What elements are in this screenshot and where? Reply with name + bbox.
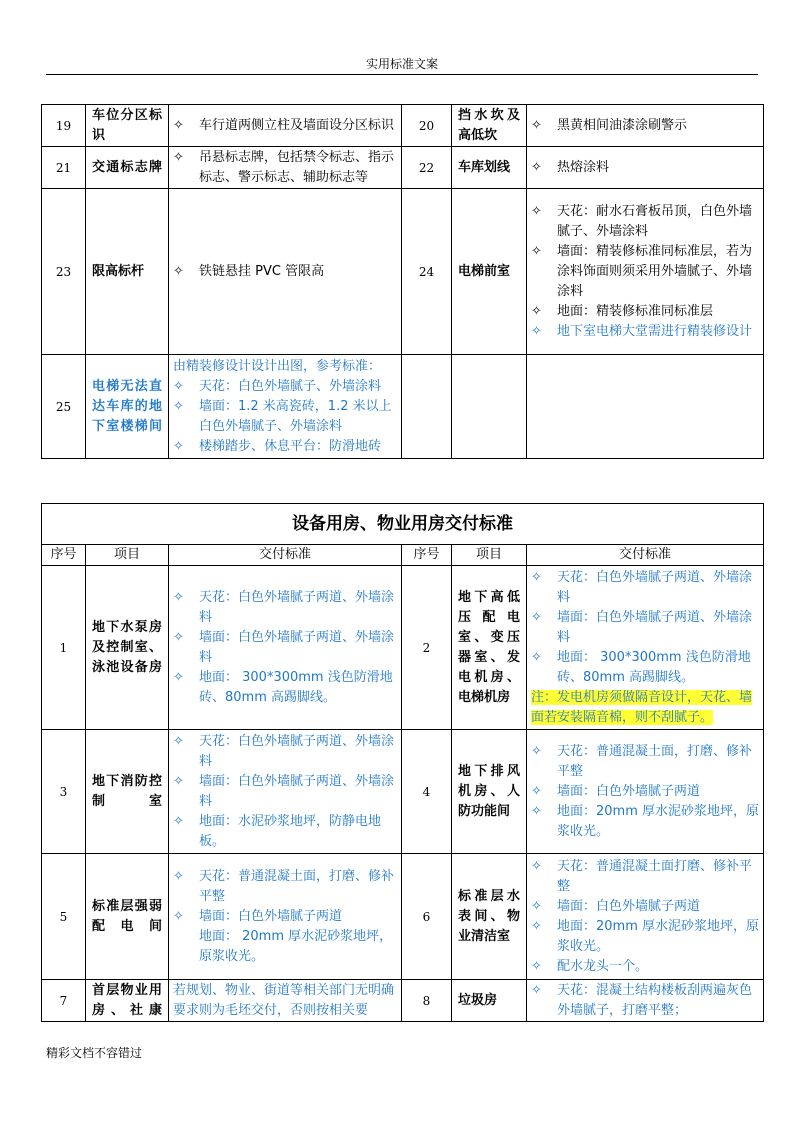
item-name: 交通标志牌 [86,147,169,189]
header-standard: 交付标准 [527,545,764,566]
item-name: 挡水坎及高低坎 [452,105,527,147]
item-name: 标准层强弱配电间 [86,854,169,980]
bullet-line: ✧ 天花：耐水石膏板吊顶，白色外墙腻子、外墙涂料 [531,202,759,242]
row-number: 5 [42,854,86,980]
header-no: 序号 [42,545,86,566]
header-item: 项目 [452,545,527,566]
table-equipment-rooms [41,503,764,1022]
table-row [42,854,764,980]
row-number: 2 [402,566,452,730]
highlighted-note: 注：发电机房须做隔音设计，天花、墙面若安装隔音棉，则不刮腻子。 [531,689,753,725]
bullet-line: ✧ 黑黄相间油漆涂刷警示 [531,116,759,136]
header-no: 序号 [402,545,452,566]
standard-cell [527,566,764,730]
table-parking-standards [41,104,764,459]
row-number: 22 [402,147,452,189]
page-header: 实用标准文案 [46,56,758,75]
item-name: 地下水泵房及控制室、泳池设备房 [86,566,169,730]
standard-cell [169,105,402,147]
standard-cell [169,189,402,355]
row-number: 3 [42,730,86,854]
row-number: 6 [402,854,452,980]
standard-intro: 由精装修设计设计出图，参考标准： [173,358,382,374]
bullet-line: ✧ 地下室电梯大堂需进行精装修设计 [531,322,759,342]
table-row [42,566,764,730]
bullet-line: ✧ 天花：白色外墙腻子两道、外墙涂料 [531,568,759,608]
row-number: 25 [42,355,86,459]
table-row [42,147,764,189]
row-number: 24 [402,189,452,355]
bullet-line: ✧ 地面：水泥砂浆地坪，防静电地板。 [173,812,397,852]
bullet-line: ✧ 天花：白色外墙腻子、外墙涂料 [173,377,397,397]
item-name: 首层物业用房、社康 [86,980,169,1022]
row-number: 8 [402,980,452,1022]
bullet-line: ✧ 天花：普通混凝土面打磨、修补平整 [531,857,759,897]
item-name: 车库划线 [452,147,527,189]
standard-cell [527,147,764,189]
bullet-line: ✧ 吊悬标志牌，包括禁令标志、指示标志、警示标志、辅助标志等 [173,148,397,188]
standard-cell [169,980,402,1022]
table-title: 设备用房、物业用房交付标准 [42,504,764,545]
bullet-line: ✧ 地面： 300*300mm 浅色防滑地砖、80mm 高踢脚线。 [173,668,397,708]
bullet-line: ✧ 墙面：1.2 米高瓷砖，1.2 米以上白色外墙腻子、外墙涂料 [173,397,397,437]
standard-text: 地面： 20mm 厚水泥砂浆地坪，原浆收光。 [199,928,393,964]
row-number: 21 [42,147,86,189]
item-name: 垃圾房 [452,980,527,1022]
table-row [42,730,764,854]
standard-cell [169,566,402,730]
item-name [452,355,527,459]
item-name: 地下消防控制室 [86,730,169,854]
item-name: 限高标杆 [86,189,169,355]
bullet-line: ✧ 天花：普通混凝土面，打磨、修补平整 [531,742,759,782]
table-row [42,355,764,459]
table-row [42,189,764,355]
standard-cell [527,730,764,854]
bullet-line: ✧ 天花：混凝土结构楼板刮两遍灰色外墙腻子，打磨平整； [531,981,759,1021]
bullet-line: ✧ 热熔涂料 [531,158,759,178]
bullet-line: ✧ 墙面：白色外墙腻子两道、外墙涂料 [531,608,759,648]
item-name: 地下高低压配电室、变压器室、发电机房、电梯机房 [452,566,527,730]
item-name: 地下排风机房、人防功能间 [452,730,527,854]
row-number: 20 [402,105,452,147]
bullet-line: ✧ 墙面：白色外墙腻子两道 [173,907,397,927]
page-footer: 精彩文档不容错过 [46,1046,143,1060]
table-row [42,105,764,147]
row-number: 1 [42,566,86,730]
bullet-line: ✧ 墙面：精装修标准同标准层，若为涂料饰面则须采用外墙腻子、外墙涂料 [531,242,759,302]
standard-text: 若规划、物业、街道等相关部门无明确要求则为毛坯交付，否则按相关要 [173,982,395,1018]
bullet-line: ✧ 地面：20mm 厚水泥砂浆地坪，原浆收光。 [531,917,759,957]
bullet-line: ✧ 墙面：白色外墙腻子两道 [531,897,759,917]
bullet-line: ✧ 配水龙头一个。 [531,957,759,977]
standard-cell [169,854,402,980]
table-title-row [42,504,764,545]
row-number: 23 [42,189,86,355]
bullet-line: ✧ 天花：白色外墙腻子两道、外墙涂料 [173,588,397,628]
bullet-line: ✧ 天花：白色外墙腻子两道、外墙涂料 [173,732,397,772]
item-name: 电梯前室 [452,189,527,355]
standard-cell [527,189,764,355]
bullet-line: ✧ 地面：精装修标准同标准层 [531,302,759,322]
table-header-row [42,545,764,566]
standard-cell [169,355,402,459]
standard-cell [527,105,764,147]
bullet-line: ✧ 墙面：白色外墙腻子两道、外墙涂料 [173,628,397,668]
bullet-line: ✧ 车行道两侧立柱及墙面设分区标识 [173,116,397,136]
standard-cell [527,355,764,459]
standard-cell [169,147,402,189]
row-number: 7 [42,980,86,1022]
item-name: 车位分区标识 [86,105,169,147]
bullet-line: ✧ 天花：普通混凝土面，打磨、修补平整 [173,867,397,907]
standard-cell [527,980,764,1022]
row-number: 19 [42,105,86,147]
item-name: 电梯无法直达车库的地下室楼梯间 [86,355,169,459]
bullet-line: ✧ 墙面：白色外墙腻子两道、外墙涂料 [173,772,397,812]
row-number: 4 [402,730,452,854]
table-row [42,980,764,1022]
bullet-line: ✧ 地面： 300*300mm 浅色防滑地砖、80mm 高踢脚线。 [531,648,759,688]
header-standard: 交付标准 [169,545,402,566]
bullet-line: ✧ 铁链悬挂 PVC 管限高 [173,262,397,282]
bullet-line: ✧ 楼梯踏步、休息平台：防滑地砖 [173,437,397,457]
row-number [402,355,452,459]
standard-cell [527,854,764,980]
bullet-line: ✧ 地面：20mm 厚水泥砂浆地坪，原浆收光。 [531,802,759,842]
standard-cell [169,730,402,854]
header-item: 项目 [86,545,169,566]
bullet-line: ✧ 墙面：白色外墙腻子两道 [531,782,759,802]
item-name: 标准层水表间、物业清洁室 [452,854,527,980]
